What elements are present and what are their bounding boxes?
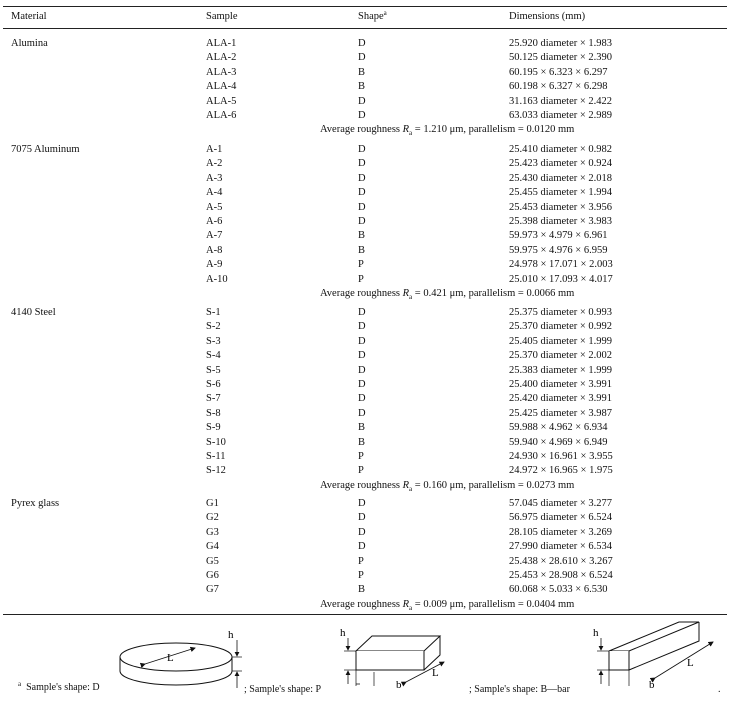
sample-cell: A-3 [206, 172, 223, 184]
col-header-material: Material [11, 11, 47, 22]
dimensions-cell: 25.453 diameter × 3.956 [509, 201, 613, 213]
average-roughness-prefix: Average roughness [320, 124, 403, 136]
shape-cell: D [358, 95, 366, 107]
dimensions-cell: 25.375 diameter × 0.993 [509, 307, 613, 318]
roughness-symbol: R [402, 598, 410, 610]
sample-cell: S-11 [206, 451, 226, 462]
sample-cell: G5 [206, 555, 219, 567]
roughness-subscript: a [409, 603, 413, 612]
shape-cell: B [358, 584, 366, 596]
sample-cell: S-7 [206, 393, 221, 405]
sample-cell: G7 [206, 584, 219, 596]
shape-footnote-mark: a [383, 9, 387, 17]
dimensions-cell: 57.045 diameter × 3.277 [509, 498, 613, 509]
plate-figure [336, 624, 456, 694]
shape-cell: P [358, 570, 364, 581]
shape-cell: D [358, 144, 366, 155]
average-roughness-row [320, 598, 574, 615]
plate-label-L: L [432, 667, 439, 679]
col-header-sample: Sample [206, 11, 238, 22]
shape-cell: D [358, 172, 366, 184]
shape-cell: D [358, 187, 366, 199]
shape-cell: D [358, 407, 366, 419]
sample-cell: S-9 [206, 422, 221, 434]
dimensions-cell: 59.975 × 4.976 × 6.959 [509, 244, 608, 256]
sample-cell: A-8 [206, 244, 223, 256]
sample-cell: A-9 [206, 259, 223, 271]
dimensions-cell: 25.370 diameter × 0.992 [509, 321, 613, 333]
shape-cell: D [358, 379, 366, 390]
footnote [18, 682, 100, 693]
dimensions-cell: 25.010 × 17.093 × 4.017 [509, 273, 613, 285]
dimensions-cell: 59.940 × 4.969 × 6.949 [509, 436, 608, 448]
footnote-shape-b: ; Sample's shape: B—bar [469, 684, 570, 695]
dimensions-cell: 60.068 × 5.033 × 6.530 [509, 584, 608, 596]
header-rule [3, 28, 727, 29]
dimensions-cell: 60.198 × 6.327 × 6.298 [509, 81, 608, 93]
shape-cell: B [358, 81, 366, 93]
dimensions-cell: 31.163 diameter × 2.422 [509, 95, 613, 107]
sample-cell: A-4 [206, 187, 223, 199]
shape-cell: D [358, 52, 366, 64]
dimensions-cell: 25.423 diameter × 0.924 [509, 158, 613, 170]
disc-label-h: h [228, 629, 234, 641]
bar-figure [583, 620, 723, 694]
dimensions-cell: 25.453 × 28.908 × 6.524 [509, 570, 613, 581]
footnote-end: . [718, 684, 721, 695]
shape-cell: D [358, 393, 366, 405]
material-name: Pyrex glass [11, 498, 60, 509]
roughness-symbol: R [402, 288, 410, 299]
sample-cell: A-5 [206, 201, 223, 213]
dimensions-cell: 24.930 × 16.961 × 3.955 [509, 451, 613, 462]
bottom-rule [3, 614, 727, 615]
dimensions-cell: 25.920 diameter × 1.983 [509, 38, 613, 49]
plate-label-h: h [340, 627, 346, 639]
shape-cell: P [358, 259, 364, 271]
material-name: Alumina [11, 38, 48, 49]
dimensions-cell: 25.370 diameter × 2.002 [509, 350, 613, 362]
shape-cell: P [358, 273, 364, 285]
shape-cell: D [358, 110, 366, 121]
roughness-value: = 1.210 μm, parallelism = 0.0120 mm [414, 124, 575, 136]
dimensions-cell: 25.425 diameter × 3.987 [509, 407, 613, 419]
shape-cell: D [358, 216, 366, 227]
dimensions-cell: 63.033 diameter × 2.989 [509, 110, 613, 121]
average-roughness-row [320, 287, 574, 304]
shape-cell: D [358, 512, 366, 524]
shape-cell: D [358, 541, 366, 553]
shape-cell: D [358, 526, 366, 538]
dimensions-cell: 25.430 diameter × 2.018 [509, 172, 613, 184]
sample-cell: A-2 [206, 158, 223, 170]
dimensions-cell: 25.455 diameter × 1.994 [509, 187, 613, 199]
shape-cell: P [358, 465, 364, 477]
shape-cell: B [358, 436, 366, 448]
sample-cell: S-4 [206, 350, 221, 362]
footnote-mark: a [18, 680, 22, 688]
col-header-shape-label: Shape [358, 11, 384, 22]
dimensions-cell: 25.400 diameter × 3.991 [509, 379, 613, 390]
sample-cell: A-10 [206, 273, 228, 285]
sample-cell: A-1 [206, 144, 223, 155]
material-name: 7075 Aluminum [11, 144, 80, 155]
bar-label-h: h [593, 627, 599, 639]
shape-cell: D [358, 350, 366, 362]
shape-cell: D [358, 321, 366, 333]
shape-cell: B [358, 422, 366, 434]
dimensions-cell: 24.978 × 17.071 × 2.003 [509, 259, 613, 271]
sample-cell: G1 [206, 498, 219, 509]
sample-cell: ALA-6 [206, 110, 237, 121]
shape-cell: B [358, 230, 366, 242]
sample-cell: ALA-5 [206, 95, 237, 107]
shape-cell: B [358, 244, 366, 256]
footnote-shape-d: Sample's shape: D [26, 682, 100, 693]
dimensions-cell: 27.990 diameter × 6.534 [509, 541, 613, 553]
dimensions-cell: 28.105 diameter × 3.269 [509, 526, 613, 538]
roughness-value: = 0.009 μm, parallelism = 0.0404 mm [414, 598, 575, 610]
dimensions-cell: 25.420 diameter × 3.991 [509, 393, 613, 405]
average-roughness-row [320, 123, 574, 140]
material-name: 4140 Steel [11, 307, 56, 318]
sample-cell: S-1 [206, 307, 221, 318]
sample-cell: G2 [206, 512, 219, 524]
dimensions-cell: 50.125 diameter × 2.390 [509, 52, 613, 64]
dimensions-cell: 25.383 diameter × 1.999 [509, 364, 613, 376]
dimensions-cell: 60.195 × 6.323 × 6.297 [509, 66, 608, 78]
shape-cell: D [358, 158, 366, 170]
average-roughness-prefix: Average roughness [320, 479, 403, 491]
dimensions-cell: 25.438 × 28.610 × 3.267 [509, 555, 613, 567]
dimensions-cell: 59.988 × 4.962 × 6.934 [509, 422, 608, 434]
sample-cell: ALA-1 [206, 38, 237, 49]
col-header-shape [358, 10, 387, 24]
roughness-value: = 0.421 μm, parallelism = 0.0066 mm [414, 288, 575, 299]
sample-cell: G4 [206, 541, 219, 553]
sample-cell: G3 [206, 526, 219, 538]
average-roughness-row [320, 479, 574, 496]
sample-cell: S-12 [206, 465, 226, 477]
roughness-symbol: R [402, 124, 410, 136]
roughness-subscript: a [409, 293, 413, 302]
bar-label-b: b [649, 679, 655, 691]
sample-cell: S-6 [206, 379, 221, 390]
shape-cell: B [358, 66, 366, 78]
shape-cell: P [358, 451, 364, 462]
shape-cell: D [358, 364, 366, 376]
average-roughness-prefix: Average roughness [320, 598, 403, 610]
sample-cell: S-10 [206, 436, 226, 448]
shape-cell: D [358, 307, 366, 318]
disc-figure [115, 624, 250, 694]
dimensions-cell: 59.973 × 4.979 × 6.961 [509, 230, 608, 242]
sample-cell: ALA-2 [206, 52, 237, 64]
shape-cell: P [358, 555, 364, 567]
roughness-subscript: a [409, 129, 413, 138]
sample-cell: S-3 [206, 335, 221, 347]
sample-cell: S-8 [206, 407, 221, 419]
roughness-symbol: R [402, 479, 410, 491]
roughness-subscript: a [409, 484, 413, 493]
sample-cell: S-2 [206, 321, 221, 333]
dimensions-cell: 56.975 diameter × 6.524 [509, 512, 613, 524]
plate-label-b: b [396, 679, 402, 691]
sample-cell: A-6 [206, 216, 223, 227]
footnote-shape-p: ; Sample's shape: P [244, 684, 322, 695]
dimensions-cell: 25.410 diameter × 0.982 [509, 144, 613, 155]
sample-cell: A-7 [206, 230, 223, 242]
col-header-dimensions: Dimensions (mm) [509, 11, 586, 22]
shape-cell: D [358, 335, 366, 347]
roughness-value: = 0.160 μm, parallelism = 0.0273 mm [414, 479, 575, 491]
sample-cell: ALA-4 [206, 81, 237, 93]
shape-cell: D [358, 38, 366, 49]
shape-cell: D [358, 498, 366, 509]
sample-cell: S-5 [206, 364, 221, 376]
dimensions-cell: 25.398 diameter × 3.983 [509, 216, 613, 227]
sample-cell: ALA-3 [206, 66, 237, 78]
top-rule [3, 6, 727, 7]
dimensions-cell: 25.405 diameter × 1.999 [509, 335, 613, 347]
sample-cell: G6 [206, 570, 219, 581]
dimensions-cell: 24.972 × 16.965 × 1.975 [509, 465, 613, 477]
bar-label-L: L [687, 657, 694, 669]
shape-cell: D [358, 201, 366, 213]
average-roughness-prefix: Average roughness [320, 288, 403, 299]
disc-label-L: L [167, 652, 174, 664]
